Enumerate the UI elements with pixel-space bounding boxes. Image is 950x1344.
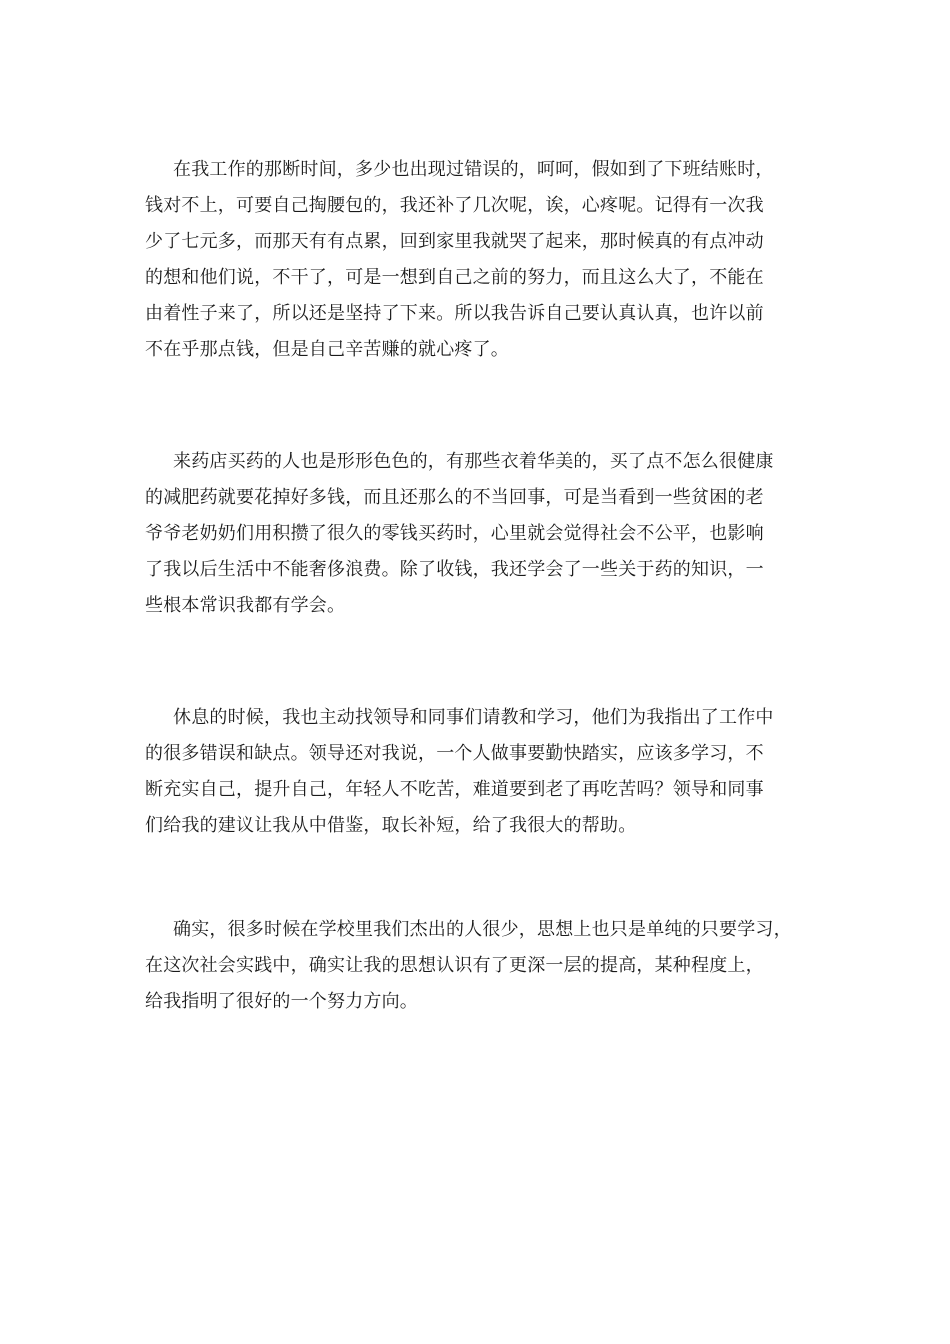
paragraph-line: 们给我的建议让我从中借鉴，取长补短，给了我很大的帮助。 bbox=[145, 815, 637, 836]
paragraph-line: 来药店买药的人也是形形色色的，有那些衣着华美的，买了点不怎么很健康 bbox=[173, 451, 774, 472]
paragraph-line: 在这次社会实践中，确实让我的思想认识有了更深一层的提高，某种程度上， bbox=[145, 955, 764, 976]
paragraph-line: 给我指明了很好的一个努力方向。 bbox=[145, 991, 418, 1012]
paragraph-line: 的想和他们说，不干了，可是一想到自己之前的努力，而且这么大了，不能在 bbox=[145, 267, 764, 288]
paragraph-line: 断充实自己，提升自己，年轻人不吃苦，难道要到老了再吃苦吗？领导和同事 bbox=[145, 779, 764, 800]
paragraph-line: 不在乎那点钱，但是自己辛苦赚的就心疼了。 bbox=[145, 339, 509, 360]
paragraph-line: 由着性子来了，所以还是坚持了下来。所以我告诉自己要认真认真，也许以前 bbox=[145, 303, 764, 324]
paragraph-3 bbox=[145, 700, 825, 844]
paragraph-line: 的减肥药就要花掉好多钱，而且还那么的不当回事，可是当看到一些贫困的老 bbox=[145, 487, 764, 508]
paragraph-line: 少了七元多，而那天有有点累，回到家里我就哭了起来，那时候真的有点冲动 bbox=[145, 231, 764, 252]
paragraph-line: 的很多错误和缺点。领导还对我说，一个人做事要勤快踏实，应该多学习，不 bbox=[145, 743, 764, 764]
paragraph-line: 钱对不上，可要自己掏腰包的，我还补了几次呢，诶，心疼呢。记得有一次我 bbox=[145, 195, 764, 216]
paragraph-line: 确实，很多时候在学校里我们杰出的人很少，思想上也只是单纯的只要学习， bbox=[173, 919, 792, 940]
paragraph-1 bbox=[145, 152, 825, 368]
paragraph-2 bbox=[145, 444, 825, 624]
paragraph-line: 了我以后生活中不能奢侈浪费。除了收钱，我还学会了一些关于药的知识，一 bbox=[145, 559, 764, 580]
paragraph-line: 休息的时候，我也主动找领导和同事们请教和学习，他们为我指出了工作中 bbox=[173, 707, 774, 728]
paragraph-line: 爷爷老奶奶们用积攒了很久的零钱买药时，心里就会觉得社会不公平，也影响 bbox=[145, 523, 764, 544]
paragraph-line: 在我工作的那断时间，多少也出现过错误的，呵呵，假如到了下班结账时， bbox=[173, 159, 774, 180]
paragraph-4 bbox=[145, 912, 825, 1020]
paragraph-line: 些根本常识我都有学会。 bbox=[145, 595, 346, 616]
